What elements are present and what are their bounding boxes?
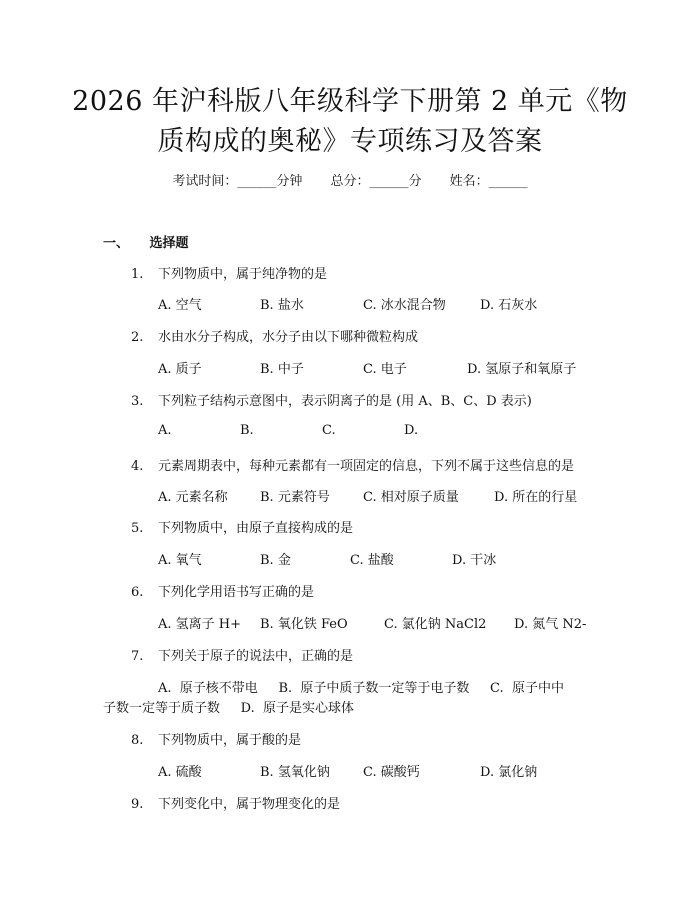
option: B. xyxy=(240,423,254,438)
option: A. 硫酸 xyxy=(158,765,202,780)
option: D. xyxy=(404,423,419,438)
options-line-2: 子数一定等于质子数 D. 原子是实心球体 xyxy=(103,701,355,716)
option: A. 氧气 xyxy=(158,553,202,568)
exam-name: 姓名：______ xyxy=(449,174,528,189)
question-number: 9. xyxy=(131,797,144,812)
option: D. 所在的行星 xyxy=(494,490,578,505)
question-number: 5. xyxy=(131,521,144,536)
title-line-2: 质构成的奥秘》专项练习及答案 xyxy=(157,126,543,157)
question-9 xyxy=(131,793,340,812)
question-text: 下列关于原子的说法中，正确的是 xyxy=(158,649,354,664)
option: B. 盐水 xyxy=(260,298,304,313)
option: C. 氯化钠 NaCl2 xyxy=(384,617,487,632)
question-4 xyxy=(131,455,574,474)
page-title xyxy=(0,82,700,162)
option: C. 相对原子质量 xyxy=(363,490,459,505)
option: A. 元素名称 xyxy=(158,490,228,505)
option: D. 石灰水 xyxy=(480,298,538,313)
question-number: 6. xyxy=(131,585,144,600)
question-number: 4. xyxy=(131,459,144,474)
exam-time: 考试时间：______分钟 xyxy=(172,174,303,189)
question-5 xyxy=(131,517,353,536)
question-8 xyxy=(131,729,301,748)
option: C. 碳酸钙 xyxy=(363,765,420,780)
question-1 xyxy=(131,263,327,282)
option: C. 盐酸 xyxy=(350,553,394,568)
option: B. 金 xyxy=(260,553,291,568)
exam-meta xyxy=(0,170,700,189)
question-text: 下列物质中，属于酸的是 xyxy=(158,733,302,748)
option: A. xyxy=(158,423,172,438)
exam-score: 总分：______分 xyxy=(330,174,422,189)
option: D. 氯化钠 xyxy=(480,765,538,780)
option: A. 氢离子 H+ xyxy=(158,617,242,632)
question-6 xyxy=(131,581,314,600)
option: D. 氮气 N2- xyxy=(514,617,587,632)
section-heading xyxy=(103,232,189,251)
question-3 xyxy=(131,390,532,409)
section-number: 一、 xyxy=(103,236,130,251)
question-number: 7. xyxy=(131,649,144,664)
option: C. 电子 xyxy=(363,362,407,377)
option: A. 质子 xyxy=(158,362,202,377)
question-text: 下列粒子结构示意图中，表示阴离子的是 (用 A、B、C、D 表示) xyxy=(158,394,532,409)
option: B. 中子 xyxy=(260,362,304,377)
option: D. 氢原子和氧原子 xyxy=(467,362,577,377)
title-line-1: 2026 年沪科版八年级科学下册第 2 单元《物 xyxy=(72,86,628,117)
options-line-1: A. 原子核不带电 B. 原子中质子数一定等于电子数 C. 原子中中 xyxy=(158,681,564,696)
option: C. 冰水混合物 xyxy=(363,298,446,313)
question-text: 下列物质中，属于纯净物的是 xyxy=(158,267,328,282)
option: B. 氢氧化钠 xyxy=(260,765,330,780)
option: B. 元素符号 xyxy=(260,490,330,505)
question-2 xyxy=(131,326,418,345)
question-number: 2. xyxy=(131,330,144,345)
option: D. 干冰 xyxy=(452,553,497,568)
question-7 xyxy=(131,645,353,664)
option: B. 氧化铁 FeO xyxy=(260,617,348,632)
option: A. 空气 xyxy=(158,298,202,313)
question-text: 下列物质中，由原子直接构成的是 xyxy=(158,521,354,536)
section-title: 选择题 xyxy=(149,236,189,251)
option: C. xyxy=(322,423,336,438)
question-number: 8. xyxy=(131,733,144,748)
question-text: 下列化学用语书写正确的是 xyxy=(158,585,315,600)
question-text: 下列变化中，属于物理变化的是 xyxy=(158,797,341,812)
question-text: 水由水分子构成，水分子由以下哪种微粒构成 xyxy=(158,330,419,345)
question-number: 3. xyxy=(131,394,144,409)
question-number: 1. xyxy=(131,267,144,282)
question-text: 元素周期表中，每种元素都有一项固定的信息，下列不属于这些信息的是 xyxy=(158,459,575,474)
